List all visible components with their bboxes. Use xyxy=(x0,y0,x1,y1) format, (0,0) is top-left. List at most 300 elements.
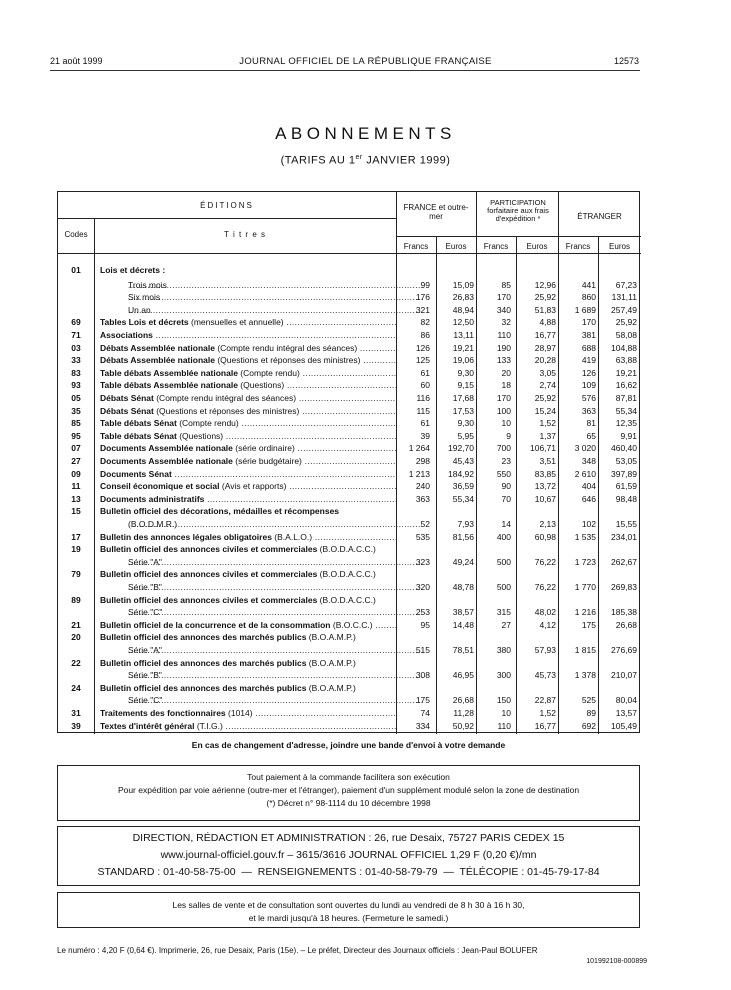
row-value: 363 xyxy=(415,493,430,504)
row-value: 150 xyxy=(496,695,511,706)
row-value: 688 xyxy=(581,342,596,353)
row-value: 81,56 xyxy=(452,531,474,542)
row-value: 105,49 xyxy=(611,720,637,731)
row-value: 15,24 xyxy=(534,405,556,416)
header-euros: Euros xyxy=(445,242,467,251)
row-value: 11,28 xyxy=(453,708,474,718)
row-value: 76,22 xyxy=(534,556,556,567)
row-title xyxy=(100,456,396,466)
row-value: 45,43 xyxy=(452,456,474,466)
row-value: 1,37 xyxy=(539,430,556,441)
row-value: 32 xyxy=(501,317,511,328)
row-title-main: Table débats Assemblée nationale xyxy=(100,367,238,378)
row-value: 4,88 xyxy=(539,317,556,328)
row-value: 257,49 xyxy=(611,304,637,315)
row-value: 348 xyxy=(581,456,596,466)
row-value: 102 xyxy=(581,519,596,529)
row-title xyxy=(100,506,396,516)
row-value: 340 xyxy=(496,304,511,315)
row-title-detail: (B.O.A.M.P.) xyxy=(306,657,356,668)
row-title-main: Débats Sénat xyxy=(100,393,154,403)
row-value: 28,97 xyxy=(534,342,556,353)
row-value: 61 xyxy=(420,418,430,429)
row-value: 70 xyxy=(501,493,511,504)
row-value: 5,95 xyxy=(457,430,474,441)
row-title-main: Bulletin officiel des annonces civiles et commerciales xyxy=(100,594,318,605)
row-value: 13,72 xyxy=(534,481,556,492)
row-value: 184,92 xyxy=(448,468,474,479)
separator: — xyxy=(443,866,454,878)
row-value: 298 xyxy=(415,456,430,466)
row-value: 86 xyxy=(420,330,430,340)
row-title-detail: (Questions et réponses des ministres) xyxy=(153,405,300,416)
header-euros: Euros xyxy=(526,242,548,251)
row-value: 380 xyxy=(496,645,511,655)
row-value: 363 xyxy=(581,405,596,416)
row-title xyxy=(128,519,424,529)
row-value: 87,81 xyxy=(615,393,637,403)
header-etranger: ÉTRANGER xyxy=(577,212,622,221)
row-value: 192,70 xyxy=(448,443,474,454)
row-title-main: Bulletin officiel des décorations, médailles et récompenses xyxy=(100,506,340,517)
row-value: 1 815 xyxy=(574,645,596,655)
row-title-main: Documents administratifs xyxy=(100,493,205,504)
row-value: 65 xyxy=(586,430,596,441)
row-value: 210,07 xyxy=(611,670,637,681)
row-value: 176 xyxy=(415,292,430,303)
row-value: 16,77 xyxy=(534,720,556,731)
page-title: ABONNEMENTS xyxy=(275,124,456,143)
row-value: 441 xyxy=(581,279,596,290)
row-title xyxy=(128,305,424,315)
row-title-main: Associations xyxy=(100,330,153,340)
row-title-detail: (1014) xyxy=(225,708,253,718)
row-value: 269,83 xyxy=(611,582,637,592)
row-title-detail: (B.O.C.C.) xyxy=(330,619,373,630)
row-value: 55,34 xyxy=(615,405,637,416)
row-value: 99 xyxy=(420,279,430,290)
row-value: 860 xyxy=(581,292,596,303)
row-value: 110 xyxy=(497,720,511,731)
row-title xyxy=(128,607,424,617)
row-value: 25,92 xyxy=(534,292,556,303)
row-title xyxy=(100,393,396,403)
row-value: 381 xyxy=(581,330,596,340)
row-code: 95 xyxy=(71,430,81,441)
row-value: 1 535 xyxy=(574,531,596,542)
row-value: 12,50 xyxy=(452,317,474,328)
row-title-main: Débats Assemblée nationale xyxy=(100,355,215,366)
row-value: 262,67 xyxy=(611,556,637,567)
row-code: 33 xyxy=(71,355,81,366)
row-value: 81 xyxy=(586,418,596,429)
row-value: 10 xyxy=(501,708,511,718)
row-value: 89 xyxy=(586,708,596,718)
row-value: 2,74 xyxy=(539,380,556,391)
row-title xyxy=(100,317,396,327)
row-value: 82 xyxy=(420,317,430,328)
standard-phone: STANDARD : 01-40-58-75-00 xyxy=(97,866,236,878)
row-value: 308 xyxy=(415,670,430,681)
row-code: 93 xyxy=(71,380,81,391)
row-value: 67,23 xyxy=(615,279,637,290)
row-value: 16,77 xyxy=(534,330,556,340)
row-value: 190 xyxy=(496,342,511,353)
row-value: 9 xyxy=(506,430,511,441)
row-value: 175 xyxy=(581,619,596,630)
row-title-main: Série "A" xyxy=(128,556,162,567)
row-title xyxy=(100,569,396,579)
header-france: FRANCE et outre-mer xyxy=(403,203,469,221)
row-code: 03 xyxy=(71,342,81,353)
address-change-notice: En cas de changement d'adresse, joindre une bande d'envoi à votre demande xyxy=(191,740,506,750)
row-title-main: Textes d'intérêt général xyxy=(100,720,195,731)
row-value: 15,09 xyxy=(452,279,474,290)
row-title-main: Table débats Sénat xyxy=(100,418,177,429)
row-value: 20 xyxy=(501,367,511,378)
row-value: 18 xyxy=(501,380,511,391)
row-value: 1 723 xyxy=(574,556,596,567)
header-francs: Francs xyxy=(565,242,591,251)
row-value: 9,91 xyxy=(620,430,637,441)
row-code: 24 xyxy=(71,682,81,693)
row-code: 22 xyxy=(71,657,81,668)
row-title-main: Série "C" xyxy=(128,695,163,706)
row-title-detail: (série ordinaire) xyxy=(232,443,295,454)
row-value: 700 xyxy=(496,443,511,454)
row-value: 63,88 xyxy=(615,355,637,366)
row-value: 10,67 xyxy=(534,493,556,504)
subtitle-sup: er xyxy=(355,154,363,161)
row-title xyxy=(100,494,396,504)
row-title-detail: (Questions) xyxy=(237,380,285,391)
row-value: 19,21 xyxy=(452,342,474,353)
fax-number: TÉLÉCOPIE : 01-45-79-17-84 xyxy=(459,866,600,878)
row-title-detail: (Compte rendu) xyxy=(176,418,239,429)
row-value: 58,08 xyxy=(615,330,637,340)
row-title xyxy=(100,632,396,642)
row-value: 576 xyxy=(581,393,596,403)
tariff-table xyxy=(57,191,640,733)
row-value: 2 610 xyxy=(574,468,596,479)
row-divider xyxy=(58,218,396,219)
header-codes: Codes xyxy=(64,230,88,239)
row-value: 90 xyxy=(501,481,511,492)
row-title xyxy=(100,595,396,605)
row-code: 39 xyxy=(71,720,81,731)
row-value: 515 xyxy=(415,645,430,655)
row-title xyxy=(128,280,424,290)
row-value: 253 xyxy=(415,607,430,618)
row-value: 45,73 xyxy=(534,670,556,681)
header-euros: Euros xyxy=(609,242,630,251)
row-value: 240 xyxy=(415,481,430,492)
row-value: 100 xyxy=(496,405,511,416)
row-value: 51,83 xyxy=(534,304,556,315)
row-title xyxy=(100,544,396,554)
row-code: 69 xyxy=(71,317,81,328)
row-value: 116 xyxy=(416,393,430,403)
row-value: 320 xyxy=(415,582,430,592)
row-title xyxy=(100,620,396,630)
row-code: 07 xyxy=(71,443,81,454)
row-code: 17 xyxy=(71,531,81,542)
row-title xyxy=(100,368,396,378)
row-value: 1,52 xyxy=(539,708,556,718)
row-title-main: Débats Sénat xyxy=(100,405,154,416)
direction-box xyxy=(57,826,640,886)
row-value: 300 xyxy=(496,670,511,681)
col-divider xyxy=(598,236,599,734)
row-value: 115 xyxy=(416,405,430,416)
row-title-main: Tables Lois et décrets xyxy=(100,317,189,328)
row-value: 23 xyxy=(501,456,511,466)
row-value: 170 xyxy=(496,393,511,403)
row-value: 26,83 xyxy=(452,292,474,303)
row-value: 234,01 xyxy=(611,531,637,542)
row-title-main: Bulletin officiel des annonces des marchés publics xyxy=(100,657,307,668)
row-value: 53,05 xyxy=(615,456,637,466)
row-value: 10 xyxy=(501,418,511,429)
row-value: 52 xyxy=(420,519,430,529)
row-value: 334 xyxy=(415,720,430,731)
row-code: 05 xyxy=(71,393,81,403)
row-title-main: Bulletin officiel des annonces des marchés publics xyxy=(100,682,307,693)
row-title-main: Bulletin officiel de la concurrence et de la consommation xyxy=(100,619,331,630)
row-code: 21 xyxy=(71,619,81,630)
row-value: 19,06 xyxy=(452,355,474,366)
row-value: 95 xyxy=(420,619,430,630)
row-code: 79 xyxy=(71,569,81,580)
decree-note: (*) Décret n° 98-1114 du 10 décembre 1998 xyxy=(266,798,431,808)
row-value: 9,30 xyxy=(457,367,474,378)
row-value: 26,68 xyxy=(615,619,637,630)
row-value: 13,11 xyxy=(453,330,474,340)
row-title-detail: (B.A.L.O.) xyxy=(271,531,313,542)
row-title xyxy=(100,443,396,453)
row-value: 323 xyxy=(415,556,430,567)
row-value: 321 xyxy=(415,304,430,315)
row-divider xyxy=(58,253,641,254)
row-value: 1 689 xyxy=(574,304,596,315)
header-francs: Francs xyxy=(483,242,509,251)
row-code: 19 xyxy=(71,544,81,555)
row-value: 46,95 xyxy=(452,670,474,681)
row-code: 01 xyxy=(71,265,81,275)
row-value: 1 264 xyxy=(408,443,430,454)
row-title-main: Six mois xyxy=(128,292,161,303)
row-title xyxy=(100,658,396,668)
row-title-main: Traitements des fonctionnaires xyxy=(100,708,226,718)
row-value: 14,48 xyxy=(452,619,474,630)
row-title xyxy=(128,292,424,302)
row-value: 170 xyxy=(496,292,511,303)
row-title xyxy=(100,265,396,275)
row-value: 48,78 xyxy=(452,582,474,592)
direction-phones xyxy=(58,864,639,881)
row-value: 38,57 xyxy=(452,607,474,618)
row-value: 48,02 xyxy=(534,607,556,618)
row-title-main: Série "C" xyxy=(128,607,163,618)
header-titres: T i t r e s xyxy=(224,230,266,239)
row-title-main: Lois et décrets : xyxy=(100,265,166,275)
row-value: 3,05 xyxy=(539,367,556,378)
row-value: 500 xyxy=(496,556,511,567)
row-code: 09 xyxy=(71,468,81,479)
row-value: 17,53 xyxy=(452,405,474,416)
row-value: 535 xyxy=(415,531,430,542)
payment-info-box xyxy=(57,765,640,821)
row-title-detail: (Questions) xyxy=(176,430,224,441)
row-title-detail: (B.O.D.A.C.C.) xyxy=(317,544,376,555)
row-value: 404 xyxy=(581,481,596,492)
header-participation: PARTICIPATION forfaitaire aux frais d'expédition * xyxy=(487,198,549,223)
row-value: 55,34 xyxy=(452,493,474,504)
row-title-main: Série "A" xyxy=(128,645,162,655)
row-title xyxy=(100,355,396,365)
row-code: 11 xyxy=(71,481,81,492)
col-divider xyxy=(94,218,95,734)
payment-line: Pour expédition par voie aérienne (outre-mer et l'étranger), paiement d'un supplément modulé selon la zone de destination xyxy=(117,785,580,795)
row-value: 525 xyxy=(581,695,596,706)
row-title-main: Série "B" xyxy=(128,670,162,681)
row-value: 17,68 xyxy=(452,393,474,403)
header-francs: Francs xyxy=(403,242,429,251)
row-title xyxy=(100,721,396,731)
row-value: 20,28 xyxy=(534,355,556,366)
row-value: 98,48 xyxy=(615,493,637,504)
row-code: 83 xyxy=(71,367,81,378)
row-value: 26,68 xyxy=(452,695,474,706)
row-title-detail: (T.I.G.) xyxy=(194,720,223,731)
row-value: 83,85 xyxy=(534,468,556,479)
row-value: 550 xyxy=(496,468,511,479)
row-title xyxy=(100,380,396,390)
row-value: 19,21 xyxy=(615,367,637,378)
row-title-main: Débats Assemblée nationale xyxy=(100,342,215,353)
row-value: 61,59 xyxy=(615,481,637,492)
row-value: 500 xyxy=(496,582,511,592)
row-value: 50,92 xyxy=(452,720,474,731)
row-title xyxy=(100,708,396,718)
direction-address: DIRECTION, RÉDACTION ET ADMINISTRATION : 26, rue Desaix, 75727 PARIS CEDEX 15 xyxy=(132,832,565,844)
row-value: 133 xyxy=(496,355,511,366)
row-value: 170 xyxy=(581,317,596,328)
row-title-detail: (mensuelles et annuelle) xyxy=(188,317,284,328)
row-title xyxy=(100,431,396,441)
row-value: 12,35 xyxy=(615,418,637,429)
header-date: 21 août 1999 xyxy=(50,56,103,66)
row-value: 3,51 xyxy=(539,456,556,466)
footer-text: Le numéro : 4,20 F (0,64 €). Imprimerie, 26, rue Desaix, Paris (15e). – Le préfet, Directeur des Journaux officiels : Jean-Paul BOLUFER xyxy=(57,946,538,955)
row-value: 460,40 xyxy=(611,443,637,454)
row-value: 646 xyxy=(581,493,596,504)
footer-code: 101992108-000899 xyxy=(586,958,647,965)
row-title xyxy=(128,645,424,655)
row-title-main: Trois mois xyxy=(128,279,167,290)
row-value: 14 xyxy=(501,519,511,529)
row-value: 2,13 xyxy=(539,519,556,529)
hours-line: Les salles de vente et de consultation sont ouvertes du lundi au vendredi de 8 h 30 à 16 h 30, xyxy=(172,900,525,910)
row-value: 76,22 xyxy=(534,582,556,592)
row-value: 13,57 xyxy=(615,708,637,718)
row-value: 1 216 xyxy=(574,607,596,618)
row-code: 15 xyxy=(71,506,81,517)
row-value: 60,98 xyxy=(534,531,556,542)
row-value: 16,62 xyxy=(615,380,637,391)
row-value: 9,30 xyxy=(457,418,474,429)
row-title-main: Table débats Sénat xyxy=(100,430,177,441)
row-code: 35 xyxy=(71,405,81,416)
row-title-main: Documents Sénat xyxy=(100,468,172,479)
hours-line: et le mardi jusqu'à 18 heures. (Fermeture le samedi.) xyxy=(248,913,449,923)
header-journal-title: JOURNAL OFFICIEL DE LA RÉPUBLIQUE FRANÇAISE xyxy=(239,56,492,67)
row-code: 27 xyxy=(71,456,81,466)
row-value: 61 xyxy=(420,367,430,378)
row-code: 13 xyxy=(71,493,81,504)
subtitle-pre: (TARIFS AU 1 xyxy=(280,154,356,167)
row-value: 419 xyxy=(581,355,596,366)
row-value: 49,24 xyxy=(452,556,474,567)
row-value: 4,12 xyxy=(539,619,556,630)
row-value: 25,92 xyxy=(534,393,556,403)
row-value: 126 xyxy=(581,367,596,378)
row-value: 3 020 xyxy=(574,443,596,454)
row-title-detail: (B.O.D.A.C.C.) xyxy=(317,569,376,580)
row-value: 397,89 xyxy=(611,468,637,479)
row-value: 22,87 xyxy=(534,695,556,706)
row-title-main: Bulletin des annonces légales obligatoires xyxy=(100,531,272,542)
opening-hours-box xyxy=(57,892,640,928)
row-value: 25,92 xyxy=(615,317,637,328)
row-value: 1,52 xyxy=(539,418,556,429)
row-title-detail: (B.O.A.M.P.) xyxy=(306,682,356,693)
row-value: 1 770 xyxy=(574,582,596,592)
row-value: 125 xyxy=(415,355,430,366)
row-value: 692 xyxy=(581,720,596,731)
row-title-main: Un an xyxy=(128,304,151,315)
col-divider xyxy=(476,192,477,734)
row-title-detail: (série budgétaire) xyxy=(232,456,302,466)
row-title-detail: (Avis et rapports) xyxy=(219,481,287,492)
row-title-main: Documents Assemblée nationale xyxy=(100,443,233,454)
row-value: 110 xyxy=(497,330,511,340)
row-code: 31 xyxy=(71,708,81,718)
row-title-detail: (Questions et réponses des ministres) xyxy=(214,355,361,366)
row-title xyxy=(100,343,396,353)
row-title xyxy=(128,695,424,705)
row-value: 106,71 xyxy=(530,443,556,454)
row-title xyxy=(100,683,396,693)
row-title xyxy=(100,418,396,428)
row-value: 12,96 xyxy=(534,279,556,290)
header-rule xyxy=(50,70,640,71)
row-divider xyxy=(396,236,641,237)
row-title-main: Conseil économique et social xyxy=(100,481,220,492)
row-title xyxy=(128,557,424,567)
row-value: 57,93 xyxy=(534,645,556,655)
row-value: 1 213 xyxy=(408,468,430,479)
row-code: 89 xyxy=(71,594,81,605)
row-code: 20 xyxy=(71,632,81,643)
row-title xyxy=(100,532,396,542)
row-value: 1 378 xyxy=(574,670,596,681)
row-title-detail: (Compte rendu intégral des séances) xyxy=(153,393,297,403)
row-value: 131,11 xyxy=(611,292,637,303)
row-code: 71 xyxy=(71,330,81,340)
row-title xyxy=(128,670,424,680)
row-title xyxy=(100,481,396,491)
